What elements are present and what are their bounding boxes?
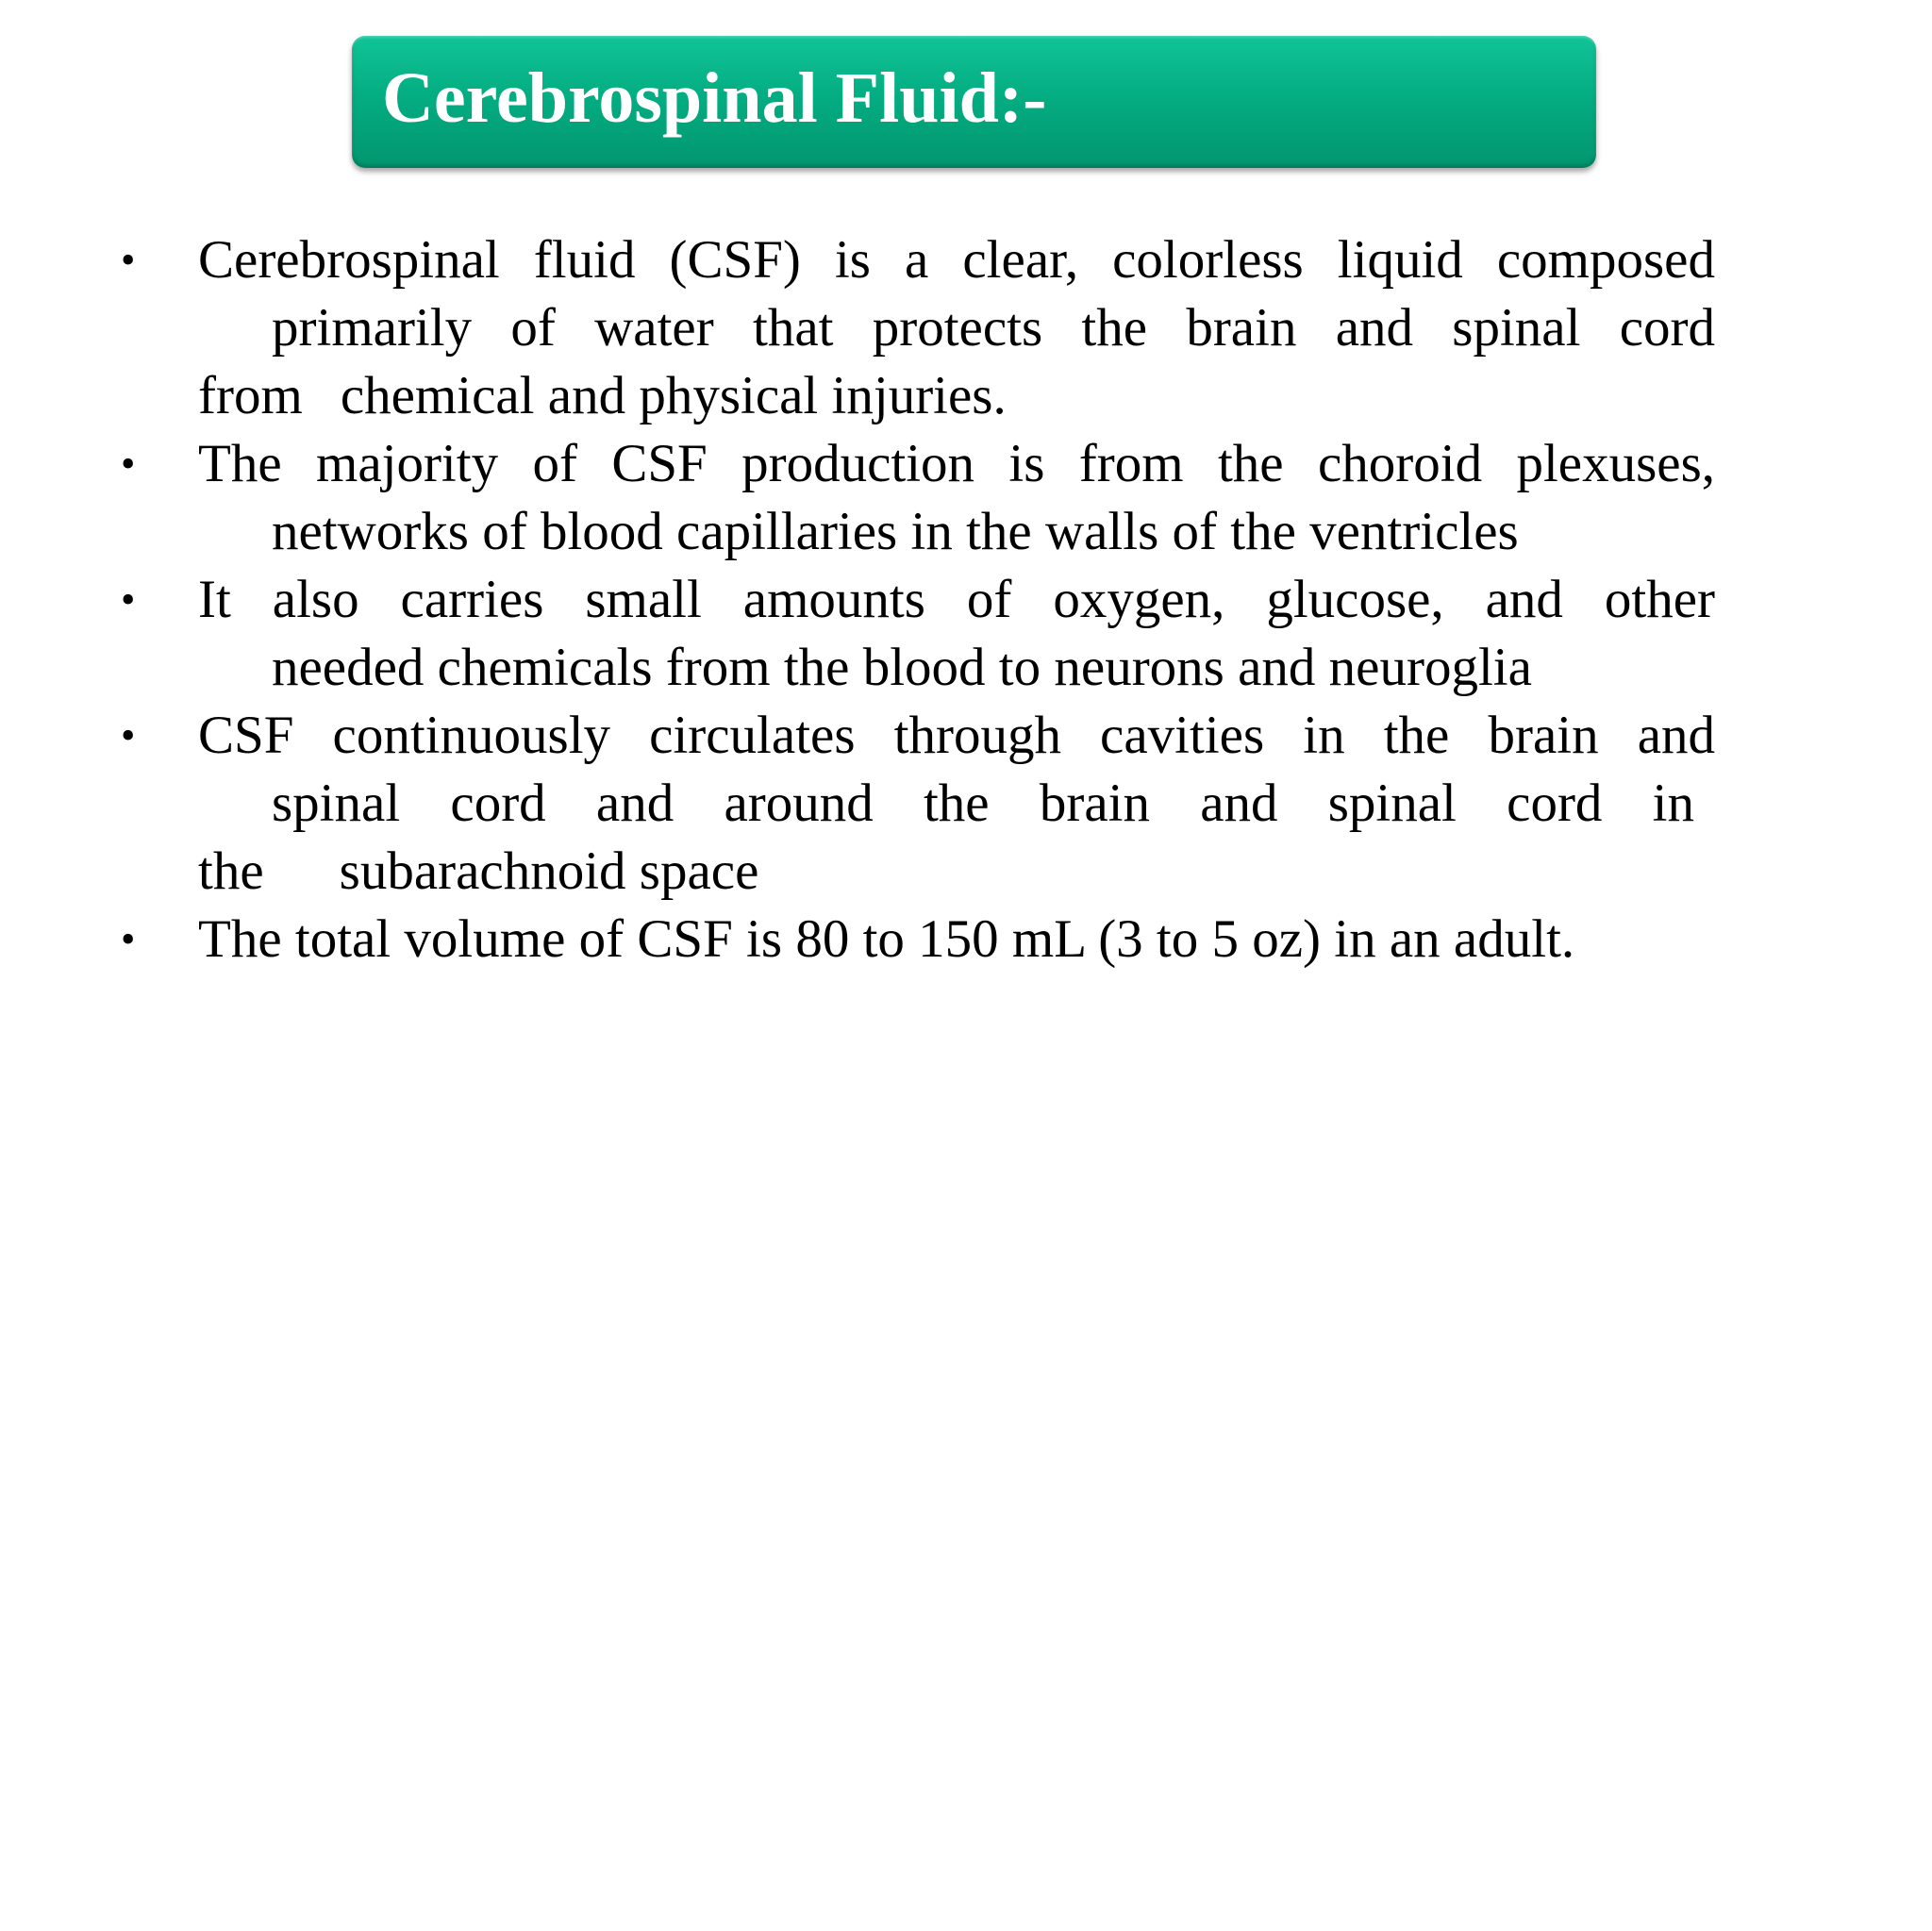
- slide-title: Cerebrospinal Fluid:-: [382, 58, 1047, 138]
- bullet-icon: •: [121, 237, 136, 283]
- bullet-line-start: the: [198, 841, 264, 901]
- bullet-icon: •: [121, 916, 136, 962]
- bullet-line: [198, 362, 1715, 430]
- bullet-line: spinal cord and around the brain and spinal cord in: [272, 774, 1694, 833]
- bullet-line-rest: chemical and physical injuries.: [340, 366, 1007, 425]
- bullet-list: [121, 226, 1715, 974]
- bullet-icon: •: [121, 576, 136, 623]
- bullet-line-start: from: [198, 366, 303, 425]
- bullet-line: networks of blood capillaries in the walls of the ventricles: [272, 502, 1519, 561]
- bullet-line: The total volume of CSF is 80 to 150 mL (3 to 5 oz) in an adult.: [198, 909, 1575, 969]
- bullet-line: [198, 838, 1715, 906]
- bullet-line: The majority of CSF production is from the choroid plexuses,: [198, 434, 1715, 493]
- bullet-item-csf-transport: [121, 566, 1715, 702]
- bullet-line: CSF continuously circulates through cavities in the brain and: [198, 706, 1715, 765]
- bullet-item-csf-definition: [121, 226, 1715, 430]
- bullet-icon: •: [121, 712, 136, 758]
- bullet-item-csf-production: [121, 430, 1715, 566]
- bullet-line: primarily of water that protects the brain and spinal cord: [272, 298, 1715, 358]
- bullet-item-csf-volume: [121, 906, 1715, 974]
- bullet-item-csf-circulation: [121, 702, 1715, 906]
- bullet-line: Cerebrospinal fluid (CSF) is a clear, colorless liquid composed: [198, 230, 1715, 290]
- bullet-line-rest: subarachnoid space: [339, 841, 759, 901]
- bullet-line: needed chemicals from the blood to neurons and neuroglia: [272, 638, 1532, 697]
- slide-title-bar: [352, 36, 1596, 168]
- bullet-line: It also carries small amounts of oxygen, glucose, and other: [198, 570, 1715, 629]
- bullet-icon: •: [121, 441, 136, 487]
